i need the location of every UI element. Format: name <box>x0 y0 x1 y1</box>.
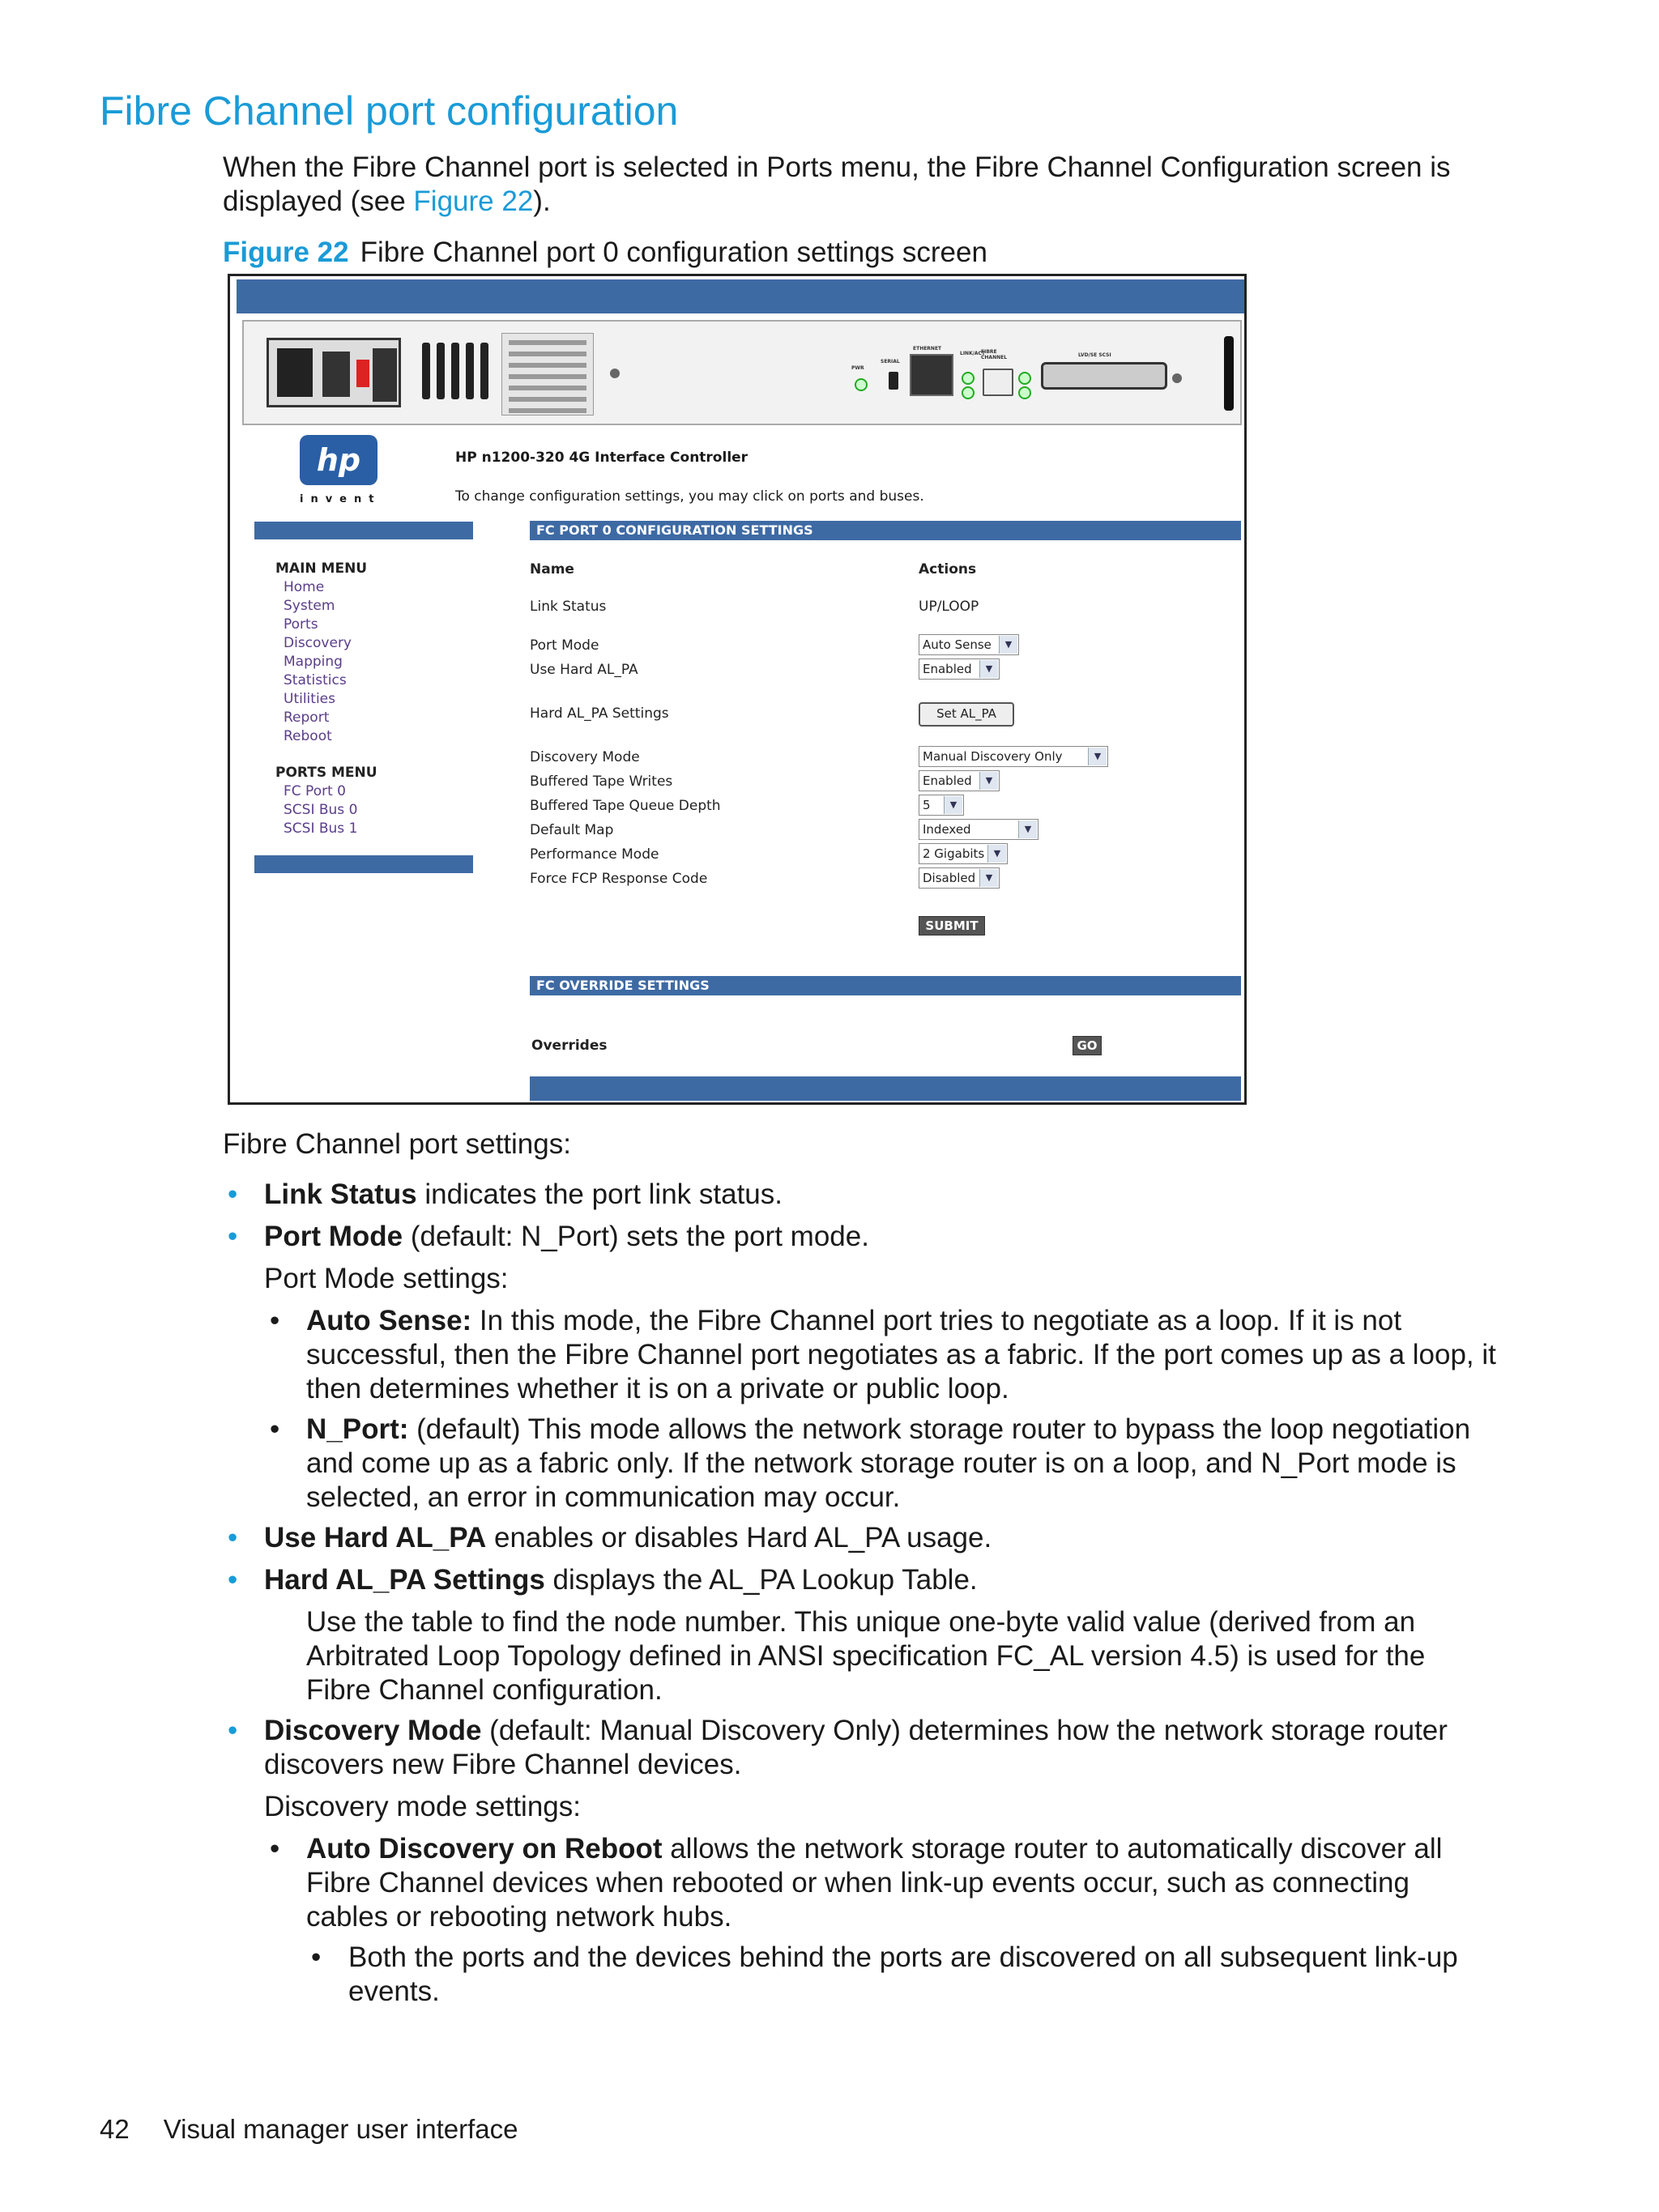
menu-item-ports[interactable]: Ports <box>284 616 318 633</box>
chevron-down-icon: ▼ <box>979 772 998 790</box>
pwr-led-icon <box>855 378 868 391</box>
fc-override-header: FC OVERRIDE SETTINGS <box>530 976 1241 995</box>
bullet-n-port <box>306 1413 1497 1515</box>
figure-link[interactable]: Figure 22 <box>413 185 534 217</box>
force-fcp-value: Disabled <box>923 871 976 885</box>
link-act-label: LINK/ACT <box>960 351 986 356</box>
go-button[interactable]: GO <box>1073 1036 1102 1055</box>
port-mode-select[interactable] <box>919 634 1019 655</box>
power-switch-icon <box>322 352 350 397</box>
main-menu <box>275 560 367 746</box>
menu-item-home[interactable]: Home <box>284 579 325 595</box>
link-led-icon <box>962 372 975 385</box>
bullet-icon: • <box>270 1833 280 1865</box>
bullet-icon: • <box>270 1305 280 1336</box>
performance-mode-select[interactable] <box>919 843 1008 864</box>
sidebar-bar-bottom <box>254 855 473 873</box>
tape-queue-depth-select[interactable] <box>919 795 964 816</box>
hp-logo: hp <box>300 435 377 485</box>
term: Auto Discovery on Reboot <box>306 1833 663 1865</box>
page-number: 42 <box>100 2114 130 2144</box>
bullet-auto-sense <box>306 1304 1497 1406</box>
logo-tagline: invent <box>300 493 382 505</box>
menu-item-discovery[interactable]: Discovery <box>284 635 352 651</box>
fibre-channel-label: FIBRE CHANNEL <box>981 349 1008 360</box>
main-menu-heading: MAIN MENU <box>275 560 368 577</box>
port-mode-settings: Port Mode settings: <box>264 1263 509 1294</box>
use-hard-alpa-select[interactable] <box>919 658 1000 680</box>
link-status-label: Link Status <box>530 599 607 615</box>
page-title: Fibre Channel port configuration <box>100 88 679 134</box>
buffered-tape-writes-value: Enabled <box>923 774 972 788</box>
bracket-icon <box>1224 336 1234 411</box>
ethernet-port-icon <box>910 354 953 396</box>
sidebar-bar <box>254 522 473 539</box>
menu-item-statistics[interactable]: Statistics <box>284 672 347 688</box>
column-actions-header: Actions <box>919 561 977 578</box>
bullet-icon: • <box>228 1564 238 1596</box>
discovery-mode-settings: Discovery mode settings: <box>264 1791 581 1822</box>
bullet-discovery-mode <box>264 1714 1497 1782</box>
desc: enables or disables Hard AL_PA usage. <box>486 1522 992 1554</box>
act-led-icon <box>962 386 975 399</box>
use-hard-alpa-value: Enabled <box>923 662 972 676</box>
chevron-down-icon: ▼ <box>999 636 1017 654</box>
page-footer <box>100 2114 518 2145</box>
intro-paragraph <box>223 151 1503 219</box>
desc: displays the AL_PA Lookup Table. <box>544 1564 978 1596</box>
tape-queue-depth-label: Buffered Tape Queue Depth <box>530 798 721 814</box>
fc-port-settings-header: FC PORT 0 CONFIGURATION SETTINGS <box>530 521 1241 540</box>
discovery-mode-value: Manual Discovery Only <box>923 749 1063 764</box>
buffered-tape-writes-select[interactable] <box>919 770 1000 791</box>
performance-mode-label: Performance Mode <box>530 846 659 863</box>
default-map-select[interactable] <box>919 819 1038 840</box>
port-mode-value: Auto Sense <box>923 637 992 652</box>
intro-text: When the Fibre Channel port is selected in Ports menu, the Fibre Channel Configuration screen is displayed (see <box>223 151 1451 217</box>
term: Link Status <box>264 1178 417 1210</box>
hard-alpa-settings-label: Hard AL_PA Settings <box>530 705 669 722</box>
force-fcp-label: Force FCP Response Code <box>530 871 708 887</box>
chevron-down-icon: ▼ <box>1018 820 1037 838</box>
menu-item-system[interactable]: System <box>284 598 335 614</box>
submit-button[interactable]: SUBMIT <box>919 916 985 936</box>
label-plate <box>501 333 594 416</box>
bullet-icon: • <box>228 1715 238 1746</box>
bullet-auto-discovery <box>306 1832 1497 1934</box>
bullet-icon: • <box>311 1941 322 1973</box>
fc-led-2-icon <box>1018 386 1031 399</box>
desc: allows the network storage router to automatically discover all Fibre Channel devices when rebooted or when link-up events occur, such as connecting cables or rebooting network hubs. <box>306 1833 1443 1933</box>
chevron-down-icon: ▼ <box>979 869 998 887</box>
hard-alpa-detail: Use the table to find the node number. This unique one-byte valid value (derived from an Arbitrated Loop Topology defined in ANSI specification FC_AL version 4.5) is used for the Fibre Channel configuration. <box>306 1606 1426 1706</box>
menu-item-reboot[interactable]: Reboot <box>284 728 332 744</box>
term: Auto Sense: <box>306 1305 472 1336</box>
bullet-use-hard-alpa <box>264 1521 992 1555</box>
use-hard-alpa-label: Use Hard AL_PA <box>530 662 638 678</box>
menu-item-mapping[interactable]: Mapping <box>284 654 343 670</box>
ports-menu <box>275 764 377 838</box>
desc: (default: Manual Discovery Only) determines how the network storage router discovers new Fibre Channel devices. <box>264 1715 1448 1780</box>
controller-title: HP n1200-320 4G Interface Controller <box>455 450 748 466</box>
fc-led-icon <box>1018 372 1031 385</box>
term: Hard AL_PA Settings <box>264 1564 545 1596</box>
figure-caption <box>223 237 987 269</box>
bullet-icon: • <box>270 1413 280 1445</box>
ethernet-label: ETHERNET <box>913 346 942 352</box>
menu-item-fc-port-0[interactable]: FC Port 0 <box>284 783 346 799</box>
overrides-label: Overrides <box>531 1038 608 1054</box>
buffered-tape-writes-label: Buffered Tape Writes <box>530 774 673 790</box>
column-name-header: Name <box>530 561 574 578</box>
desc: indicates the port link status. <box>416 1178 783 1210</box>
discovery-mode-select[interactable] <box>919 746 1108 767</box>
desc: (default: N_Port) sets the port mode. <box>403 1221 869 1252</box>
device-faceplate <box>242 320 1242 425</box>
controller-subtitle: To change configuration settings, you may click on ports and buses. <box>455 488 924 505</box>
desc: In this mode, the Fibre Channel port tries to negotiate as a loop. If it is not successful, then the Fibre Channel port negotiates as a fabric. If the port comes up as a loop, it then determines whether it is on a private or public loop. <box>306 1305 1496 1404</box>
link-status-value: UP/LOOP <box>919 599 979 615</box>
chevron-down-icon: ▼ <box>987 845 1006 863</box>
discovery-mode-label: Discovery Mode <box>530 749 640 765</box>
chevron-down-icon: ▼ <box>1088 748 1107 765</box>
term: Port Mode <box>264 1221 403 1252</box>
desc: (default) This mode allows the network storage router to bypass the loop negotiation and come up as a fabric only. If the network storage router is on a loop, and N_Port mode is selected, an error in communication may occur. <box>306 1413 1471 1513</box>
performance-mode-value: 2 Gigabits <box>923 846 985 861</box>
power-inlet-icon <box>277 348 313 397</box>
header-bar <box>237 279 1244 313</box>
menu-item-utilities[interactable]: Utilities <box>284 691 335 707</box>
chevron-down-icon: ▼ <box>979 660 998 678</box>
set-alpa-button[interactable]: Set AL_PA <box>919 702 1014 727</box>
port-mode-label: Port Mode <box>530 637 599 654</box>
footer-section: Visual manager user interface <box>163 2114 518 2144</box>
default-map-label: Default Map <box>530 822 614 838</box>
screw-icon <box>610 369 620 378</box>
menu-item-scsi-bus-1[interactable]: SCSI Bus 1 <box>284 820 358 837</box>
bullet-icon: • <box>228 1178 238 1210</box>
fan-icon <box>373 348 397 402</box>
figure-caption-text: Fibre Channel port 0 configuration settings screen <box>360 237 987 268</box>
menu-item-scsi-bus-0[interactable]: SCSI Bus 0 <box>284 802 358 818</box>
bullet-icon: • <box>228 1522 238 1554</box>
serial-port-icon <box>889 372 898 390</box>
tape-queue-depth-value: 5 <box>923 798 931 812</box>
power-indicator-icon <box>356 360 369 387</box>
scsi-label: LVD/SE SCSI <box>1078 352 1111 358</box>
bullet-icon: • <box>228 1221 238 1252</box>
power-supply <box>267 338 401 407</box>
chevron-down-icon: ▼ <box>944 796 962 814</box>
scsi-connector-icon <box>1041 362 1167 390</box>
ports-menu-heading: PORTS MENU <box>275 765 377 781</box>
bullet-link-status <box>264 1178 783 1212</box>
menu-item-report[interactable]: Report <box>284 710 330 726</box>
bullet-both-ports: Both the ports and the devices behind the ports are discovered on all subsequent link-up events. <box>348 1941 1458 2007</box>
settings-intro: Fibre Channel port settings: <box>223 1128 571 1160</box>
term: Discovery Mode <box>264 1715 482 1746</box>
config-screenshot <box>228 274 1247 1105</box>
force-fcp-select[interactable] <box>919 867 1000 889</box>
fibre-channel-port-icon <box>983 369 1013 396</box>
footer-bar <box>530 1076 1241 1101</box>
term: Use Hard AL_PA <box>264 1522 487 1554</box>
bullet-hard-alpa-settings <box>264 1563 978 1597</box>
bullet-port-mode <box>264 1220 869 1254</box>
screw-2-icon <box>1172 373 1182 383</box>
default-map-value: Indexed <box>923 822 971 837</box>
term: N_Port: <box>306 1413 409 1445</box>
serial-label: SERIAL <box>881 359 900 364</box>
intro-text-end: ). <box>533 185 551 217</box>
figure-number: Figure 22 <box>223 237 349 268</box>
pwr-label: PWR <box>851 365 864 371</box>
vent-grille <box>422 343 495 403</box>
